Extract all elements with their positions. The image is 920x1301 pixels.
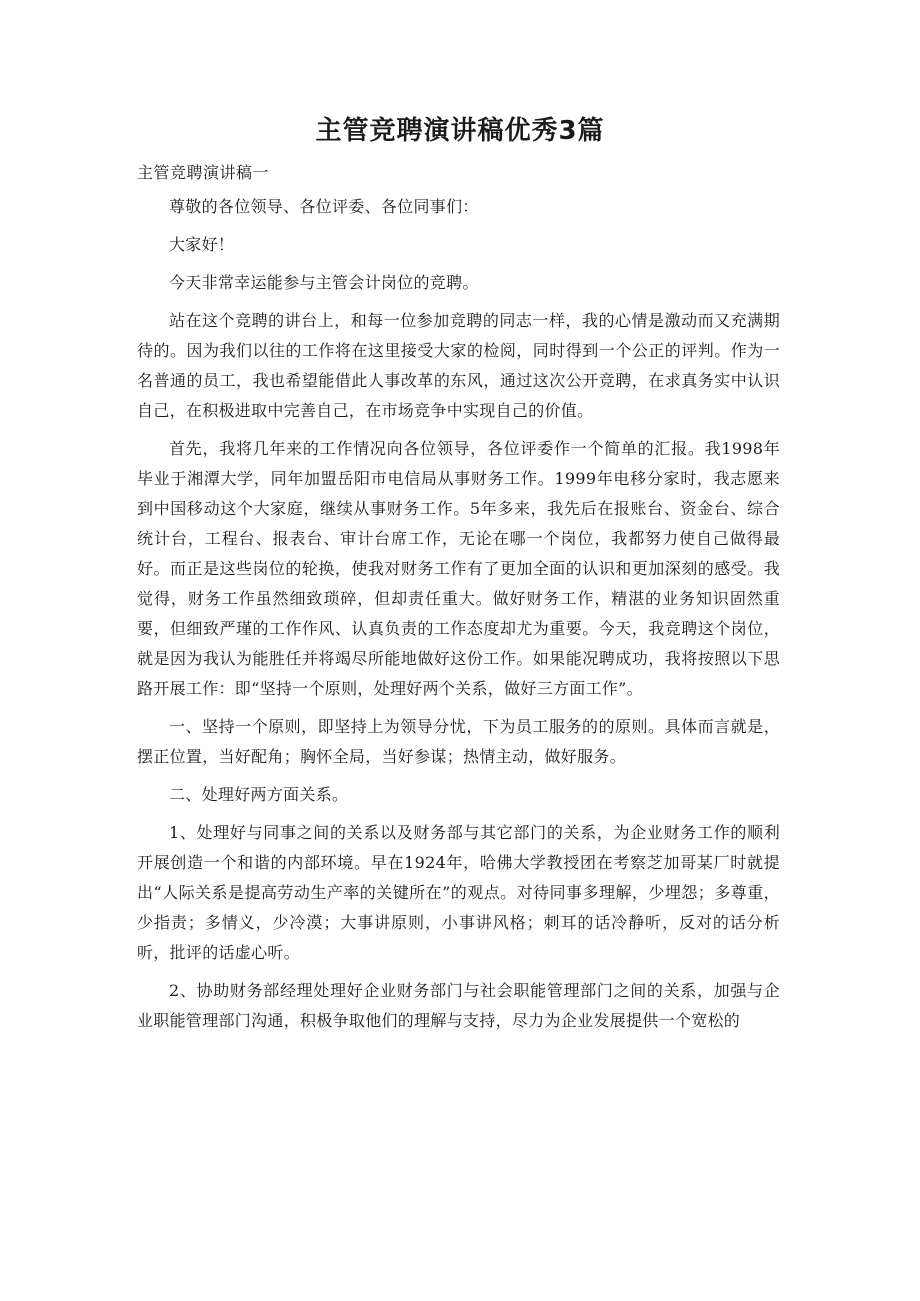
paragraph-relations-2: 2、协助财务部经理处理好企业财务部门与社会职能管理部门之间的关系，加强与企业职能管理部门沟通，积极争取他们的理解与支持，尽力为企业发展提供一个宽松的 <box>137 981 780 1030</box>
document-title: 主管竞聘演讲稿优秀3篇 <box>315 116 605 146</box>
paragraph-principle: 一、坚持一个原则，即坚持上为领导分忧，下为员工服务的的原则。具体而言就是，摆正位置，当好配角；胸怀全局，当好参谋；热情主动，做好服务。 <box>137 717 780 766</box>
paragraph-salutation: 尊敬的各位领导、各位评委、各位同事们： <box>169 197 479 216</box>
paragraph-experience: 首先，我将几年来的工作情况向各位领导，各位评委作一个简单的汇报。我1998年毕业于湘潭大学，同年加盟岳阳市电信局从事财务工作。1999年电移分家时，我志愿来到中国移动这个大家庭，继续从事财务工作。5年多来，我先后在报账台、资金台、综合统计台，工程台、报表台、审计台席工作，无论在哪一个岗位，我都努力使自己做得最好。而正是这些岗位的轮换，使我对财务工作有了更加全面的认识和更加深刻的感受。我觉得，财务工作虽然细致琐碎，但却责任重大。做好财务工作，精湛的业务知识固然重要，但细致严瑾的工作作风、认真负责的工作态度却尤为重要。今天，我竞聘这个岗位，就是因为我认为能胜任并将竭尽所能地做好这份工作。如果能况聘成功，我将按照以下思路开展工作：即“坚持一个原则，处理好两个关系，做好三方面工作”。 <box>137 439 780 698</box>
paragraph-relations-1: 1、处理好与同事之间的关系以及财务部与其它部门的关系，为企业财务工作的顺利开展创造一个和谐的内部环境。早在1924年，哈佛大学教授团在考察芝加哥某厂时就提出“人际关系是提高劳动生产率的关键所在”的观点。对待同事多理解，少埋怨；多尊重，少指责；多情义，少冷漠；大事讲原则，小事讲风格；刺耳的话冷静听，反对的话分析听，批评的话虚心听。 <box>137 823 780 962</box>
paragraph-relations-heading: 二、处理好两方面关系。 <box>169 785 349 804</box>
paragraph-greeting: 大家好！ <box>169 235 235 254</box>
paragraph-feelings: 站在这个竞聘的讲台上，和每一位参加竞聘的同志一样，我的心情是激动而又充满期待的。因为我们以往的工作将在这里接受大家的检阅，同时得到一个公正的评判。作为一名普通的员工，我也希望能借此人事改革的东风，通过这次公开竞聘，在求真务实中认识自己，在积极进取中完善自己，在市场竞争中实现自己的价值。 <box>137 311 780 420</box>
paragraph-intro: 今天非常幸运能参与主管会计岗位的竞聘。 <box>169 273 479 292</box>
section-heading: 主管竞聘演讲稿一 <box>137 163 270 182</box>
document-body <box>137 192 780 1036</box>
